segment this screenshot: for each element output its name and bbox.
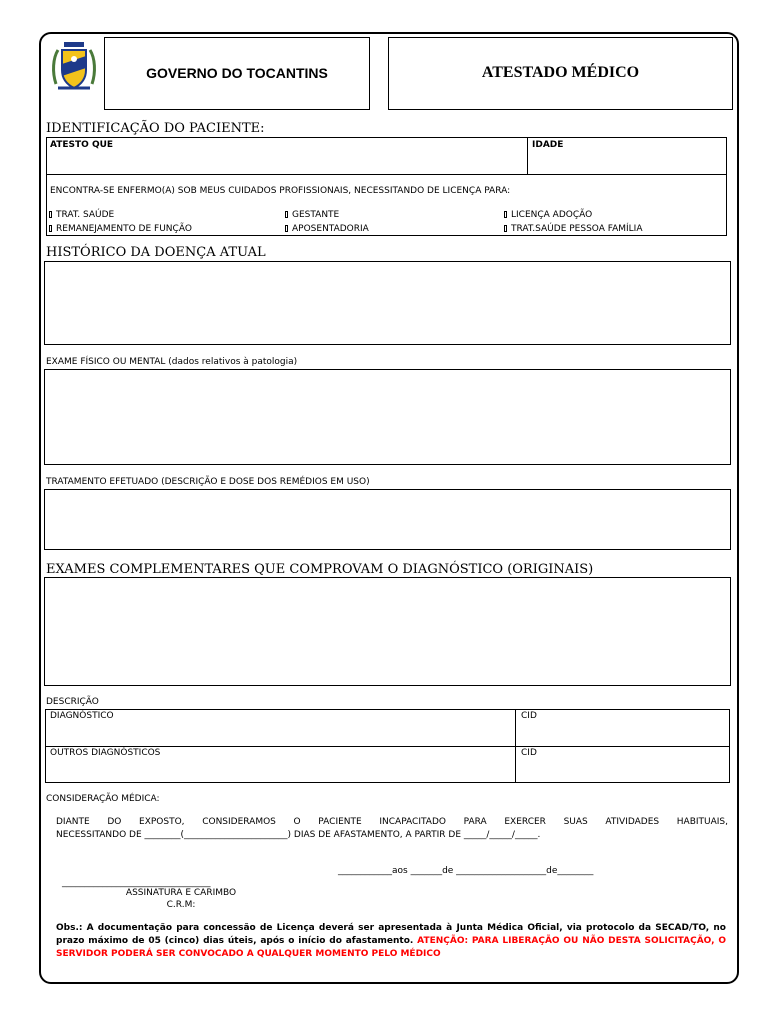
- cid-label: CID: [521, 711, 537, 721]
- option-aposentadoria[interactable]: APOSENTADORIA: [285, 224, 369, 235]
- obs-warning: ATENÇÃO: PARA LIBERAÇÃO OU NÃO DESTA SOLICITAÇÃO, O SERVIDOR PODERÁ SER CONVOCADO A QUALQUER MOMENTO PELO MÉDICO: [56, 936, 727, 959]
- tratamento-field[interactable]: [44, 489, 731, 550]
- option-trat-saude[interactable]: TRAT. SAÚDE: [49, 210, 114, 221]
- checkbox-icon: [285, 225, 288, 232]
- historico-title: HISTÓRICO DA DOENÇA ATUAL: [46, 245, 266, 260]
- consideracao-line-2[interactable]: NECESSITANDO DE ________(_______________________) DIAS DE AFASTAMENTO, A PARTIR DE _____/_____/_____.: [56, 830, 541, 840]
- idade-field[interactable]: [528, 138, 726, 175]
- patient-section-title: IDENTIFICAÇÃO DO PACIENTE:: [46, 121, 265, 136]
- checkbox-icon: [504, 211, 507, 218]
- option-gestante[interactable]: GESTANTE: [285, 210, 339, 221]
- option-remanejamento[interactable]: REMANEJAMENTO DE FUNÇÃO: [49, 224, 192, 235]
- signature-line[interactable]: _________________________________: [62, 878, 211, 888]
- condition-text: ENCONTRA-SE ENFERMO(A) SOB MEUS CUIDADOS PROFISSIONAIS, NECESSITANDO DE LICENÇA PARA:: [50, 186, 511, 196]
- exames-title: EXAMES COMPLEMENTARES QUE COMPROVAM O DIAGNÓSTICO (ORIGINAIS): [46, 562, 594, 577]
- signature-label: ASSINATURA E CARIMBO: [125, 888, 237, 898]
- checkbox-icon: [49, 211, 52, 218]
- idade-label: IDADE: [532, 140, 564, 150]
- obs-note: [56, 922, 726, 961]
- outros-diagnosticos-field[interactable]: [46, 747, 516, 782]
- tratamento-title: TRATAMENTO EFETUADO (DESCRIÇÃO E DOSE DOS REMÉDIOS EM USO): [46, 477, 370, 487]
- outros-diagnosticos-label: OUTROS DIAGNÓSTICOS: [50, 748, 161, 758]
- option-trat-saude-familia[interactable]: TRAT.SAÚDE PESSOA FAMÍLIA: [504, 224, 642, 235]
- diagnostico-label: DIAGNÓSTICO: [50, 711, 114, 721]
- date-line[interactable]: ____________aos _______de ____________________de________: [338, 866, 594, 876]
- descricao-table: [45, 709, 730, 783]
- consideracao-title: CONSIDERAÇÃO MÉDICA:: [46, 794, 160, 804]
- obs-text: Obs.: A documentação para concessão de Licença deverá ser apresentada à Junta Médica Oficial, via protocolo da SECAD/TO, no prazo máximo de 05 (cinco) dias úteis, após o início do afastamento.: [56, 923, 726, 946]
- checkbox-icon: [49, 225, 52, 232]
- cid-2-label: CID: [521, 748, 537, 758]
- patient-box: [46, 137, 727, 236]
- coat-of-arms-icon: [50, 38, 98, 94]
- checkbox-icon: [504, 225, 507, 232]
- option-licenca-adocao[interactable]: LICENÇA ADOÇÃO: [504, 210, 592, 221]
- org-title: GOVERNO DO TOCANTINS: [146, 65, 328, 81]
- doc-title: ATESTADO MÉDICO: [481, 64, 640, 81]
- checkbox-icon: [285, 211, 288, 218]
- exames-field[interactable]: [44, 577, 731, 686]
- consideracao-line-1: DIANTE DO EXPOSTO, CONSIDERAMOS O PACIENTE INCAPACITADO PARA EXERCER SUAS ATIVIDADES HABITUAIS,: [56, 817, 728, 827]
- atesto-label: ATESTO QUE: [50, 140, 114, 150]
- org-header-box: [104, 37, 370, 110]
- descricao-title: DESCRIÇÃO: [46, 697, 99, 707]
- exame-fisico-title: EXAME FÍSICO OU MENTAL (dados relativos à patologia): [46, 357, 298, 367]
- cid-field[interactable]: [516, 710, 729, 747]
- diagnostico-field[interactable]: [46, 710, 516, 747]
- cid-2-field[interactable]: [516, 747, 729, 782]
- exame-fisico-field[interactable]: [44, 369, 731, 465]
- atesto-field[interactable]: [47, 138, 528, 175]
- historico-field[interactable]: [44, 261, 731, 345]
- crm-label: C.R.M:: [166, 900, 196, 910]
- doc-header-box: [388, 37, 733, 110]
